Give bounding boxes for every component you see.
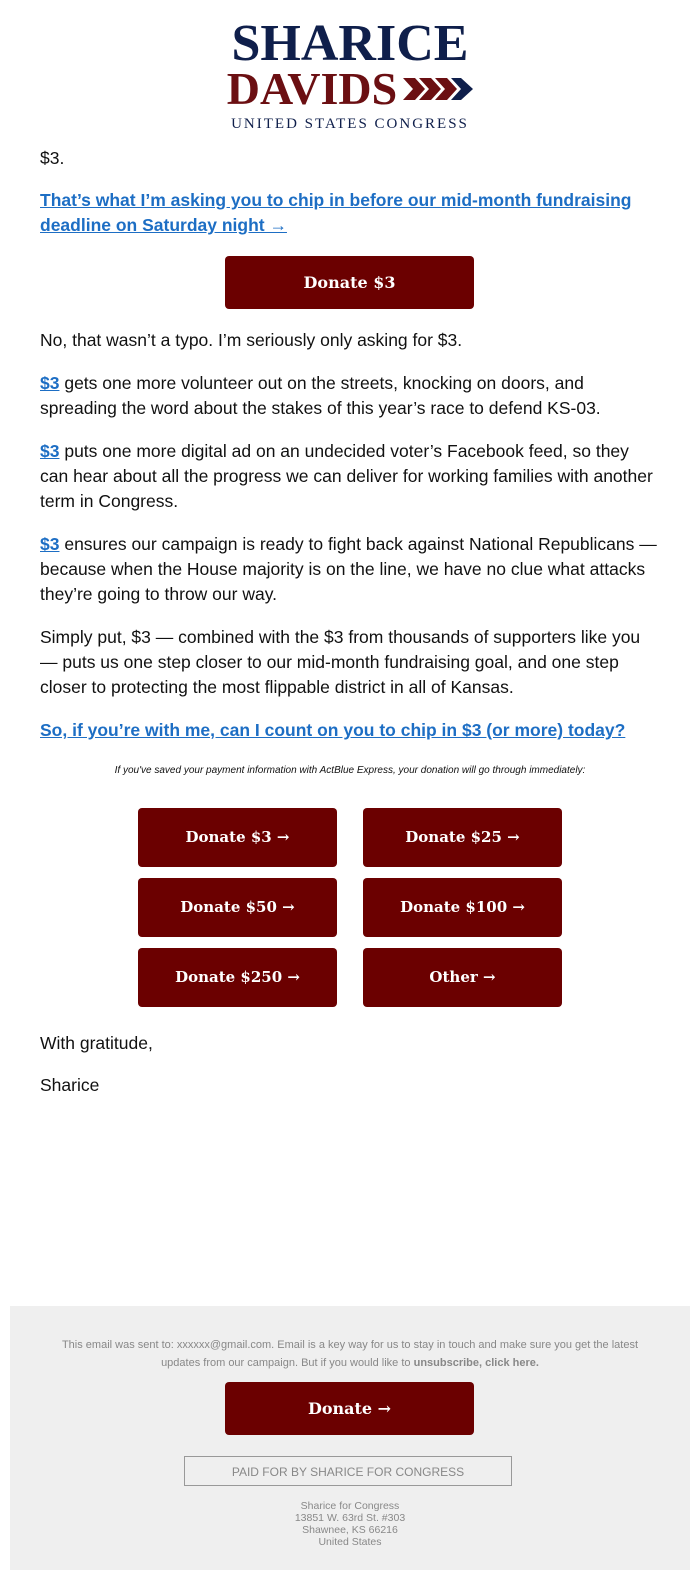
mailing-address: Sharice for Congress 13851 W. 63rd St. #303 Shawnee, KS 66216 United States — [294, 1500, 406, 1548]
donate-100-button[interactable]: Donate $100 → — [363, 878, 562, 937]
donate-other-button[interactable]: Other → — [363, 948, 562, 1007]
unsubscribe-link[interactable]: unsubscribe, click here. — [413, 1357, 539, 1369]
paragraph-volunteer: $3 gets one more volunteer out on the streets, knocking on doors, and spreading the word about the stakes of this year’s race to defend KS-03. — [40, 373, 601, 418]
chip-in-link[interactable]: That’s what I’m asking you to chip in before our mid-month fundraising deadline on Saturday night → — [40, 190, 632, 235]
amount-link[interactable]: $3 — [40, 441, 60, 461]
logo-first-name: SHARICE — [231, 15, 469, 72]
campaign-logo — [0, 15, 700, 133]
actblue-note: If you've saved your payment information with ActBlue Express, your donation will go through immediately: — [114, 765, 586, 776]
paid-for-disclaimer: PAID FOR BY SHARICE FOR CONGRESS — [184, 1456, 512, 1486]
chevron-arrow-icon — [403, 76, 473, 102]
footer-donate-button[interactable]: Donate → — [225, 1382, 474, 1435]
logo-subtitle: UNITED STATES CONGRESS — [231, 116, 469, 132]
paragraph-fight-back: $3 ensures our campaign is ready to fight back against National Republicans — because when the House majority is on the line, we have no clue what attacks they’re going to throw our way. — [40, 534, 657, 604]
donate-25-button[interactable]: Donate $25 → — [363, 808, 562, 867]
intro-amount: $3. — [40, 148, 65, 168]
donate-50-button[interactable]: Donate $50 → — [138, 878, 337, 937]
logo-last-name: DAVIDS — [226, 63, 398, 114]
donate-3-button[interactable]: Donate $3 → — [138, 808, 337, 867]
amount-link[interactable]: $3 — [40, 534, 60, 554]
closing: With gratitude, — [40, 1033, 153, 1053]
paragraph-simply-put: Simply put, $3 — combined with the $3 from thousands of supporters like you — puts us one step closer to our mid-month fundraising goal, and one step closer to protecting the most flippable district in all of Kansas. — [40, 627, 641, 697]
paragraph-digital-ad: $3 puts one more digital ad on an undecided voter’s Facebook feed, so they can hear about all the progress we can deliver for working families with another term in Congress. — [40, 441, 653, 511]
sent-notice: This email was sent to: xxxxxx@gmail.com. Email is a key way for us to stay in touch and make sure you get the latest updates from our campaign. But if you would like to unsubscribe, click here. — [61, 1339, 639, 1369]
donate-3-main-button[interactable]: Donate $3 — [225, 256, 474, 309]
count-on-you-link[interactable]: So, if you’re with me, can I count on you to chip in $3 (or more) today? — [40, 720, 626, 740]
signature: Sharice — [40, 1075, 100, 1095]
footer — [10, 1306, 690, 1570]
amount-link[interactable]: $3 — [40, 373, 60, 393]
donate-250-button[interactable]: Donate $250 → — [138, 948, 337, 1007]
paragraph-typo: No, that wasn’t a typo. I’m seriously only asking for $3. — [40, 330, 463, 350]
